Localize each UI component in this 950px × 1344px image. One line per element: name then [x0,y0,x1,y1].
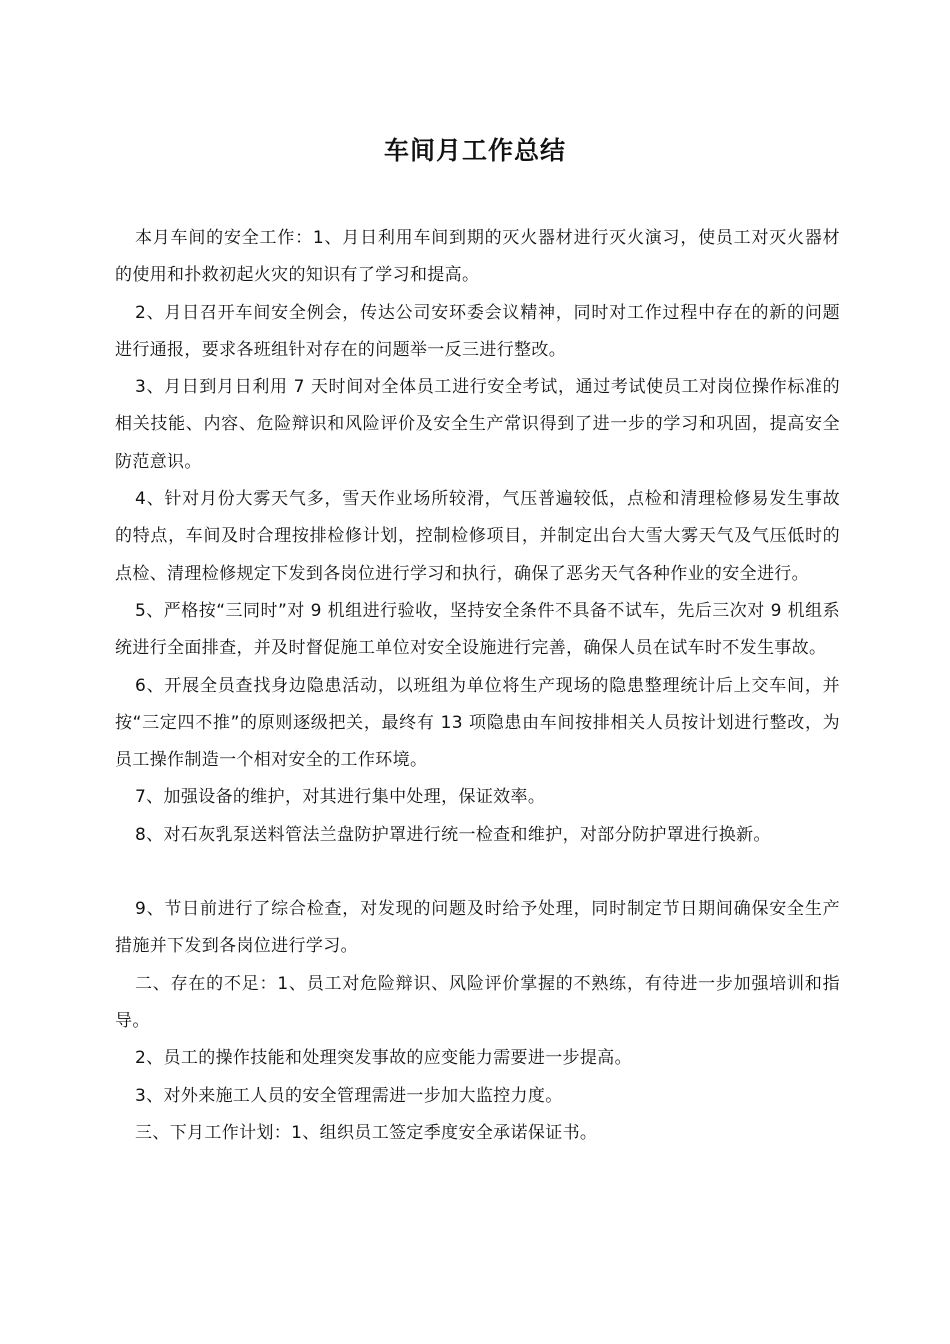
paragraph-item-7: 7、加强设备的维护，对其进行集中处理，保证效率。 [135,787,546,808]
paragraph-item-9: 9、节日前进行了综合检查，对发现的问题及时给予处理，同时制定节日期间确保安全生产措施并下发到各岗位进行学习。 [115,899,840,957]
paragraph-next-month-plan: 三、下月工作计划：1、组织员工签定季度安全承诺保证书。 [135,1122,598,1143]
paragraph-shortcoming-2: 2、员工的操作技能和处理突发事故的应变能力需要进一步提高。 [135,1048,632,1069]
paragraph-shortcoming-3: 3、对外来施工人员的安全管理需进一步加大监控力度。 [135,1085,563,1106]
paragraph-item-5: 5、严格按“三同时”对 9 机组进行验收，坚持安全条件不具备不试车，先后三次对 9 机组系统进行全面排查，并及时督促施工单位对安全设施进行完善，确保人员在试车时不发生事故。 [115,600,840,659]
paragraph-item-8: 8、对石灰乳泵送料管法兰盘防护罩进行统一检查和维护，对部分防护罩进行换新。 [135,824,771,845]
document-title: 车间月工作总结 [383,136,566,165]
paragraph-item-4: 4、针对月份大雾天气多，雪天作业场所较滑，气压普遍较低，点检和清理检修易发生事故的特点，车间及时合理按排检修计划，控制检修项目，并制定出台大雪大雾天气及气压低时的点检、清理检修规定下发到各岗位进行学习和执行，确保了恶劣天气各种作业的安全进行。 [115,489,840,584]
paragraph-item-2: 2、月日召开车间安全例会，传达公司安环委会议精神，同时对工作过程中存在的新的问题进行通报，要求各班组针对存在的问题举一反三进行整改。 [115,302,840,360]
paragraph-safety-intro: 本月车间的安全工作：1、月日利用车间到期的灭火器材进行灭火演习，使员工对灭火器材的使用和扑救初起火灾的知识有了学习和提高。 [115,228,840,286]
blank-line [115,854,840,891]
paragraph-item-3: 3、月日到月日利用 7 天时间对全体员工进行安全考试，通过考试使员工对岗位操作标准的相关技能、内容、危险辩识和风险评价及安全生产常识得到了进一步的学习和巩固，提高安全防范意识。 [115,377,840,472]
document-body [115,220,840,1152]
paragraph-shortcomings: 二、存在的不足：1、员工对危险辩识、风险评价掌握的不熟练，有待进一步加强培训和指导。 [115,973,840,1031]
paragraph-item-6: 6、开展全员查找身边隐患活动，以班组为单位将生产现场的隐患整理统计后上交车间，并按“三定四不推”的原则逐级把关，最终有 13 项隐患由车间按排相关人员按计划进行整改，为员工操作制造一个相对安全的工作环境。 [115,675,840,771]
